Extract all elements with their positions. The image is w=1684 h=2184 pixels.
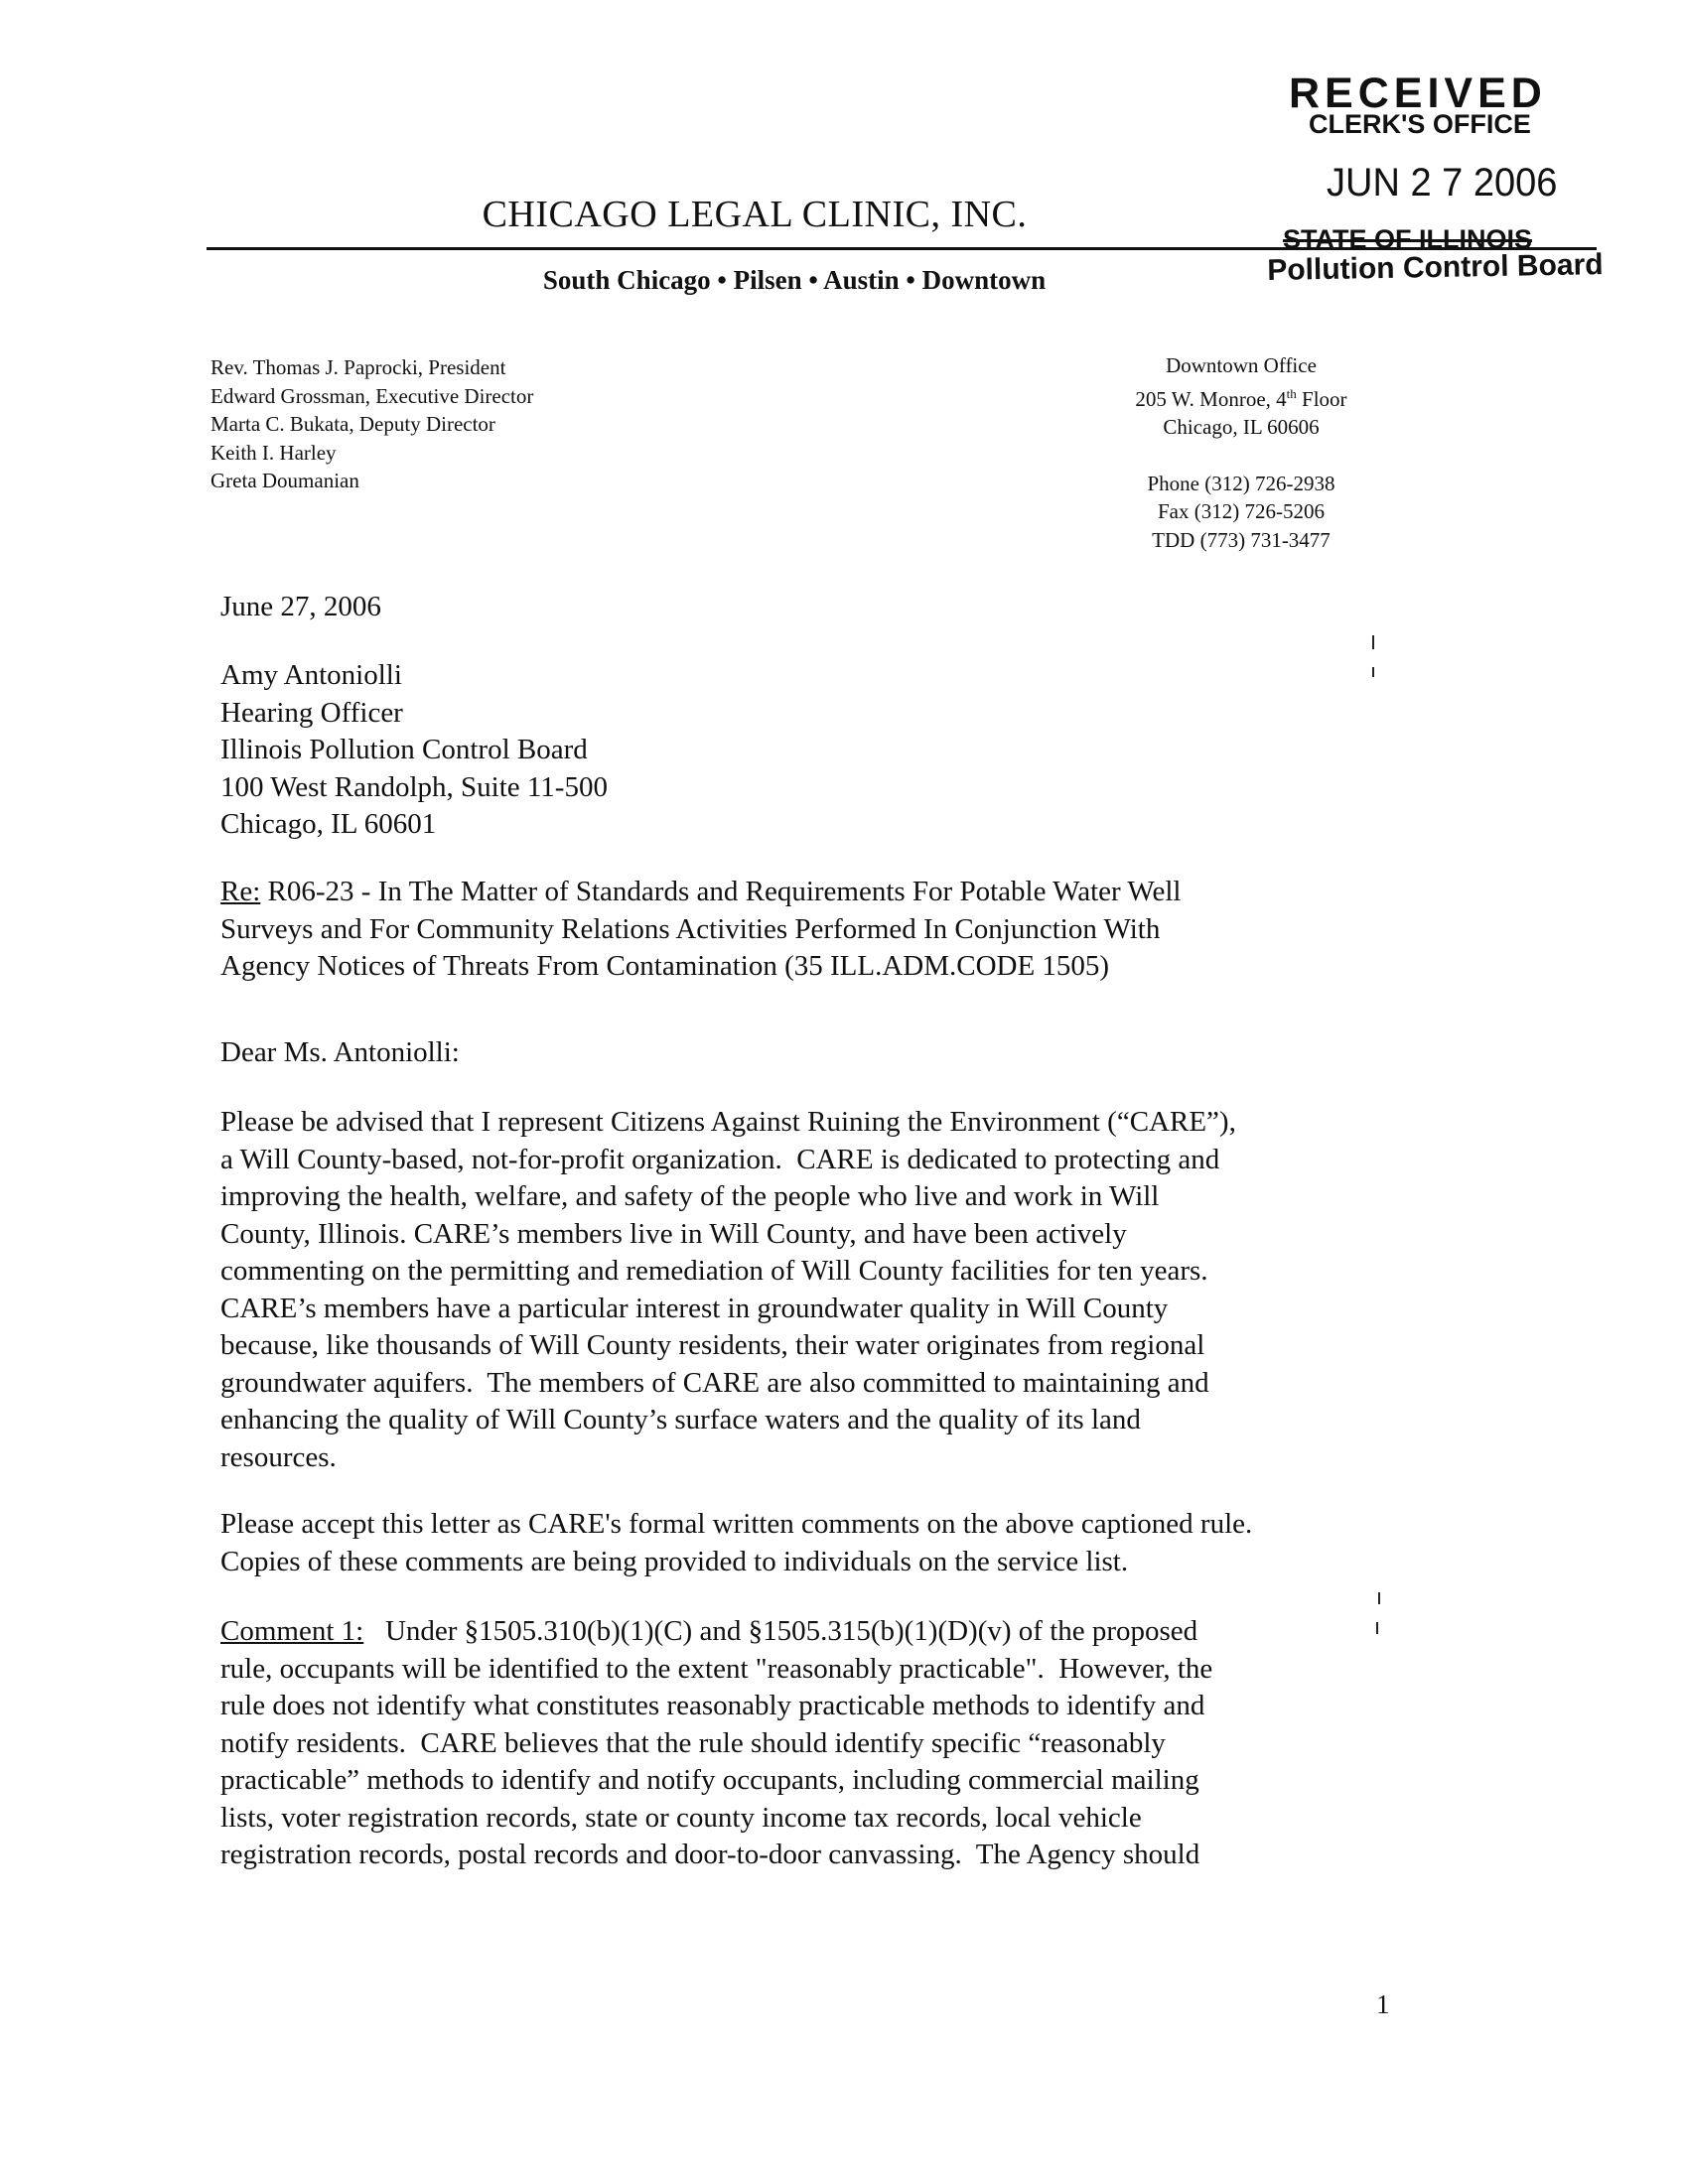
recipient-line: Amy Antoniolli <box>220 659 402 691</box>
office-city: Chicago, IL 60606 <box>1163 415 1320 439</box>
paragraph-line: Please accept this letter as CARE's formal written comments on the above captioned rule. <box>220 1508 1253 1540</box>
letterhead-rule <box>207 247 1597 250</box>
comment-1 <box>220 1613 1412 1874</box>
paragraph-line: improving the health, welfare, and safety of the people who live and work in Will <box>220 1180 1160 1212</box>
stamp-received: RECEIVED <box>1289 69 1547 117</box>
organization-name: CHICAGO LEGAL CLINIC, INC. <box>482 194 1028 235</box>
office-tdd: TDD (773) 731-3477 <box>1152 527 1331 552</box>
scan-mark <box>1372 667 1374 677</box>
page-number: 1 <box>1376 1989 1390 2019</box>
office-fax: Fax (312) 726-5206 <box>1158 499 1325 523</box>
stamp-clerks-office: CLERK'S OFFICE <box>1309 109 1531 139</box>
recipient-line: 100 West Randolph, Suite 11-500 <box>220 770 608 803</box>
comment-line: rule, occupants will be identified to the extent "reasonably practicable". However, the <box>220 1652 1213 1685</box>
comment-line: Comment 1: Under §1505.310(b)(1)(C) and §1505.315(b)(1)(D)(v) of the proposed <box>220 1615 1198 1647</box>
recipient-line: Hearing Officer <box>220 696 403 729</box>
paragraph-line: Please be advised that I represent Citizens Against Ruining the Environment (“CARE”), <box>220 1106 1236 1138</box>
comment-label: Comment 1: <box>220 1615 364 1647</box>
stamp-date: JUN 2 7 2006 <box>1327 161 1558 205</box>
recipient-address <box>220 657 1412 844</box>
staff-member: Marta C. Bukata, Deputy Director <box>210 412 495 436</box>
staff-member: Greta Doumanian <box>210 469 359 492</box>
downtown-office-block <box>1092 351 1390 554</box>
office-phone: Phone (312) 726-2938 <box>1147 471 1335 495</box>
paragraph-line: Copies of these comments are being provided to individuals on the service list. <box>220 1545 1129 1577</box>
paragraph-intro <box>220 1104 1412 1476</box>
scan-mark <box>1376 1622 1378 1634</box>
office-name: Downtown Office <box>1166 353 1317 377</box>
office-locations: South Chicago • Pilsen • Austin • Downtown <box>542 265 1047 295</box>
paragraph-line: because, like thousands of Will County residents, their water originates from regional <box>220 1329 1205 1361</box>
paragraph-line: resources. <box>220 1440 337 1473</box>
recipient-line: Illinois Pollution Control Board <box>220 734 588 765</box>
comment-line: rule does not identify what constitutes reasonably practicable methods to identify and <box>220 1690 1205 1721</box>
comment-line: registration records, postal records and door-to-door canvassing. The Agency should <box>220 1839 1200 1870</box>
paragraph-line: County, Illinois. CARE’s members live in Will County, and have been actively <box>220 1217 1127 1250</box>
staff-member: Keith I. Harley <box>210 440 337 465</box>
letter-date: June 27, 2006 <box>220 591 381 622</box>
office-street: 205 W. Monroe, 4th Floor <box>1135 385 1347 411</box>
subject-block <box>220 874 1412 986</box>
scan-mark <box>1372 635 1374 649</box>
paragraph-comments-intro <box>220 1506 1412 1580</box>
scan-mark <box>1378 1592 1380 1604</box>
staff-list <box>210 353 533 495</box>
paragraph-line: a Will County-based, not-for-profit organization. CARE is dedicated to protecting and <box>220 1143 1220 1175</box>
subject-line: Surveys and For Community Relations Activities Performed In Conjunction With <box>220 912 1161 945</box>
salutation: Dear Ms. Antoniolli: <box>220 1036 460 1068</box>
stamp-state: STATE OF ILLINOIS <box>1283 224 1532 254</box>
subject-line: Agency Notices of Threats From Contamination (35 ILL.ADM.CODE 1505) <box>220 950 1110 982</box>
paragraph-line: enhancing the quality of Will County’s surface waters and the quality of its land <box>220 1404 1141 1435</box>
stamp-board: Pollution Control Board <box>1267 248 1604 287</box>
paragraph-line: CARE’s members have a particular interest in groundwater quality in Will County <box>220 1292 1169 1324</box>
paragraph-line: commenting on the permitting and remediation of Will County facilities for ten years. <box>220 1255 1208 1287</box>
staff-member: Rev. Thomas J. Paprocki, President <box>210 355 506 379</box>
staff-member: Edward Grossman, Executive Director <box>210 383 534 408</box>
comment-line: notify residents. CARE believes that the rule should identify specific “reasonably <box>220 1726 1166 1759</box>
re-label: Re: <box>220 876 261 907</box>
paragraph-line: groundwater aquifers. The members of CARE are also committed to maintaining and <box>220 1366 1209 1399</box>
comment-line: practicable” methods to identify and notify occupants, including commercial mailing <box>220 1764 1199 1796</box>
recipient-line: Chicago, IL 60601 <box>220 808 437 840</box>
subject-line: Re: R06-23 - In The Matter of Standards and Requirements For Potable Water Well <box>220 876 1182 907</box>
comment-line: lists, voter registration records, state or county income tax records, local vehicle <box>220 1801 1142 1834</box>
